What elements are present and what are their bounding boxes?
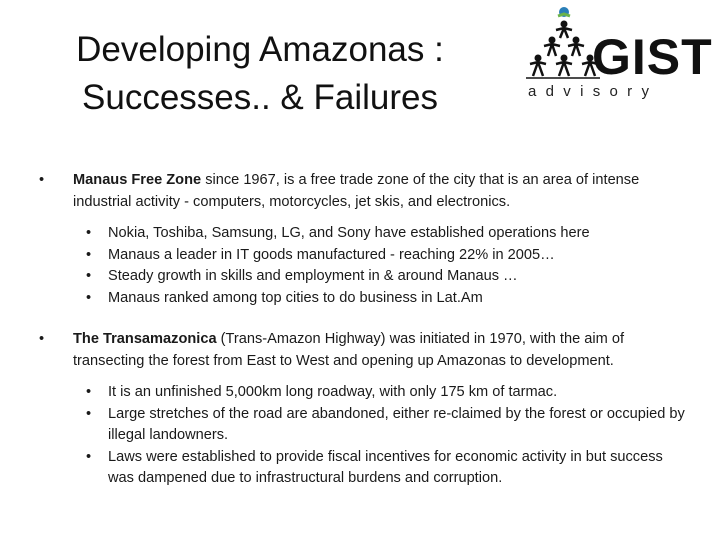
list-item: • Manaus ranked among top cities to do business in Lat.Am <box>86 289 483 306</box>
logo-subtitle: advisory <box>528 83 659 100</box>
bullet-transamazonica <box>36 329 686 372</box>
title-line-2: Successes.. & Failures <box>82 78 438 117</box>
transamazonica-subbullets <box>36 382 686 490</box>
slide-title <box>40 26 480 122</box>
bullet-text: (Trans-Amazon Highway) was initiated in 1970, with the aim of transecting the forest from East to West and opening up Amazonas to development. <box>73 331 625 369</box>
bullet-manaus-free-zone <box>36 170 686 213</box>
list-item: • Large stretches of the road are abandoned, either re-claimed by the forest or occupied by illegal landowners. <box>86 405 685 443</box>
bullet-dot: • <box>39 172 45 188</box>
title-line-1: Developing Amazonas : <box>76 30 444 69</box>
list-item: • Nokia, Toshiba, Samsung, LG, and Sony have established operations here <box>86 225 590 241</box>
list-item: • Steady growth in skills and employment in & around Manaus … <box>86 268 518 284</box>
slide-body <box>36 170 686 490</box>
people-pyramid-icon <box>520 4 600 84</box>
list-item: • Laws were established to provide fiscal incentives for economic activity in but success was dampened due to infrastructural burdens and corruption. <box>86 448 663 486</box>
manaus-subbullets <box>36 223 686 309</box>
list-item: • It is an unfinished 5,000km long roadway, with only 175 km of tarmac. <box>86 384 558 400</box>
gist-advisory-logo <box>520 4 716 104</box>
list-item: • Manaus a leader in IT goods manufactured - reaching 22% in 2005… <box>86 246 555 263</box>
bullet-dot: • <box>39 331 45 347</box>
bullet-heading: The Transamazonica <box>73 331 217 347</box>
logo-wordmark: GIST <box>592 29 713 85</box>
bullet-heading: Manaus Free Zone <box>73 172 202 188</box>
bullet-text: since 1967, is a free trade zone of the city that is an area of intense industrial activity - computers, motorcycles, jet skis, and electronics. <box>73 172 640 210</box>
